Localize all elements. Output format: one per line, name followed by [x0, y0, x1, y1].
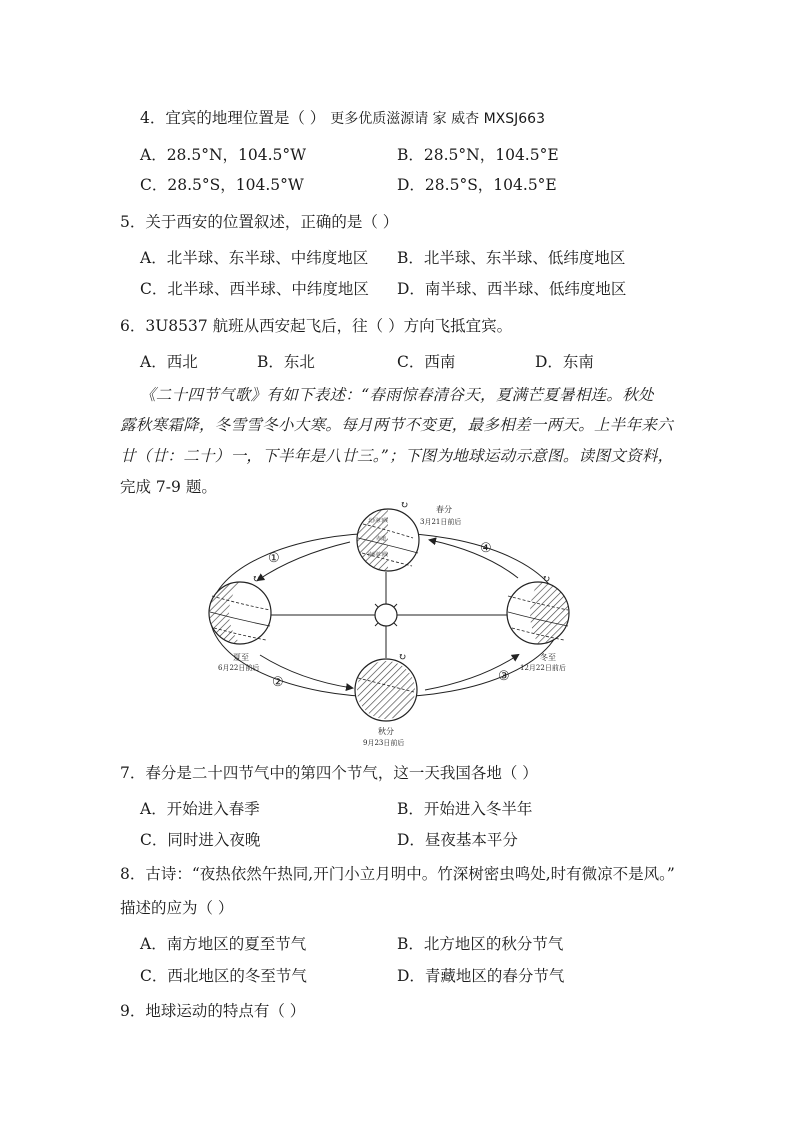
q8-stem: 8．古诗：“夜热依然午热同,开门小立月明中。竹深树密虫鸣处,时有微凉不是风。”	[120, 865, 675, 883]
q7-option-c: C．同时进入夜晚	[140, 831, 261, 849]
q7-stem: 7．春分是二十四节气中的第四个节气，这一天我国各地（ ）	[120, 764, 538, 782]
q6-option-d: D．东南	[535, 353, 594, 371]
q5-option-c: C．北半球、西半球、中纬度地区	[140, 280, 369, 298]
svg-text:↻: ↻	[252, 574, 261, 585]
passage-line-2: 露秋寒霜降，冬雪雪冬小大寒。每月两节不变更，最多相差一两天。上半年来六	[120, 416, 674, 434]
q5-option-d: D．南半球、西半球、低纬度地区	[397, 280, 627, 298]
q9-stem: 9．地球运动的特点有（ ）	[120, 1002, 306, 1020]
q4-stem	[140, 108, 545, 129]
svg-text:↻: ↻	[400, 500, 409, 511]
q5-stem: 5．关于西安的位置叙述，正确的是（ ）	[120, 213, 399, 231]
q8-option-c: C．西北地区的冬至节气	[140, 967, 307, 985]
q4-option-b: B．28.5°N，104.5°E	[397, 146, 559, 164]
summer-date: 6月22日前后	[218, 664, 260, 672]
q7-option-d: D．昼夜基本平分	[397, 831, 518, 849]
q8-stem-2: 描述的应为（ ）	[120, 899, 234, 917]
arrow-label-2: ②	[272, 675, 284, 690]
q4-ad-text: 更多优质滋源请 家 威杏 MXSJ663	[330, 111, 545, 127]
q4-stem-text: 4．宜宾的地理位置是（ ）	[140, 109, 326, 127]
q5-option-b: B．北半球、东半球、低纬度地区	[397, 249, 626, 267]
globe-summer	[209, 574, 271, 644]
globe-spring	[357, 500, 419, 571]
svg-text:↻: ↻	[542, 574, 551, 585]
q4-option-c: C．28.5°S，104.5°W	[140, 176, 304, 194]
arrow-label-3: ③	[498, 669, 510, 684]
sun-icon	[370, 599, 402, 631]
globe-spring-label-tropic-n: 北回归线	[368, 518, 389, 524]
q5-option-a: A．北半球、东半球、中纬度地区	[140, 249, 369, 267]
passage-line-4: 完成 7-9 题。	[120, 478, 217, 496]
spring-label: 春分	[436, 505, 452, 514]
q7-option-a: A．开始进入春季	[140, 800, 260, 818]
q6-option-c: C．西南	[397, 353, 456, 371]
q8-option-a: A．南方地区的夏至节气	[140, 935, 307, 953]
arrow-label-4: ④	[480, 541, 492, 556]
arrow-label-1: ①	[268, 551, 280, 566]
spring-date: 3月21日前后	[420, 518, 462, 526]
svg-text:↻: ↻	[398, 652, 407, 663]
globe-spring-label-equator: 赤道	[376, 536, 387, 542]
q7-option-b: B．开始进入冬半年	[397, 800, 533, 818]
q6-stem: 6．3U8537 航班从西安起飞后，往（ ）方向飞抵宜宾。	[120, 317, 513, 335]
q4-option-d: D．28.5°S，104.5°E	[397, 176, 557, 194]
autumn-label: 秋分	[378, 727, 394, 736]
earth-revolution-svg	[200, 500, 590, 750]
winter-label: 冬至	[540, 653, 556, 662]
winter-date: 12月22日前后	[520, 664, 566, 672]
q8-option-d: D．青藏地区的春分节气	[397, 967, 565, 985]
globe-spring-label-tropic-s: 南回归线	[368, 552, 389, 558]
autumn-date: 9月23日前后	[363, 739, 405, 747]
globe-autumn	[355, 652, 417, 721]
q6-option-b: B．东北	[257, 353, 315, 371]
q6-option-a: A．西北	[140, 353, 198, 371]
globe-winter	[507, 574, 569, 644]
q4-option-a: A．28.5°N，104.5°W	[140, 146, 307, 164]
orbit-arrow-4	[430, 540, 518, 578]
passage-line-3: 廿（廿：二十）一，下半年是八廿三。”；下图为地球运动示意图。读图文资料，	[120, 447, 674, 465]
summer-label: 夏至	[233, 653, 249, 662]
q8-option-b: B．北方地区的秋分节气	[397, 935, 564, 953]
passage-line-1: 《二十四节气歌》有如下表述：“春雨惊春清谷天，夏满芒夏暑相连。秋处	[140, 386, 654, 404]
earth-revolution-diagram	[200, 500, 590, 750]
